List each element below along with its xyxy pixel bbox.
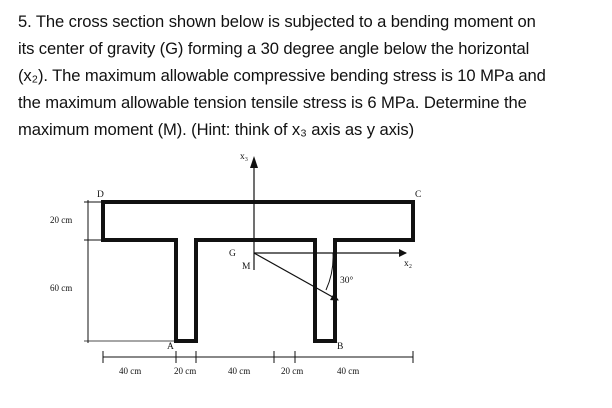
point-a-label: A (167, 342, 174, 352)
moment-arrow (254, 253, 338, 300)
dim-web-height-label: 60 cm (50, 283, 73, 293)
point-b-label: B (337, 342, 344, 352)
problem-line-2: its center of gravity (G) forming a 30 degree angle below the horizontal (18, 39, 530, 58)
tt-section-outline (103, 202, 413, 341)
point-d-label: D (97, 190, 104, 200)
x3-axis-label: x₃ (240, 152, 249, 162)
problem-line-1: 5. The cross section shown below is subjected to a bending moment on (18, 12, 536, 31)
dim-bottom-5-label: 40 cm (337, 366, 360, 376)
problem-line-4: the maximum allowable tension tensile stress is 6 MPa. Determine the (18, 93, 527, 112)
problem-line-5: maximum moment (M). (Hint: think of x₃ axis as y axis) (18, 120, 414, 139)
dim-flange-height-label: 20 cm (50, 215, 73, 225)
dim-bottom-1-label: 40 cm (119, 366, 142, 376)
x3-arrowhead (250, 156, 258, 168)
point-g-label: G (229, 249, 236, 259)
dim-bottom-4-label: 20 cm (281, 366, 304, 376)
x2-axis-label: x₂ (404, 259, 413, 269)
dim-bottom-3-label: 40 cm (228, 366, 251, 376)
angle-arc (326, 253, 333, 290)
moment-label: M (242, 262, 251, 272)
dim-bottom-2-label: 20 cm (174, 366, 197, 376)
angle-label: 30° (340, 276, 354, 286)
point-c-label: C (415, 190, 422, 200)
problem-line-3: (x₂). The maximum allowable compressive bending stress is 10 MPa and (18, 66, 546, 85)
